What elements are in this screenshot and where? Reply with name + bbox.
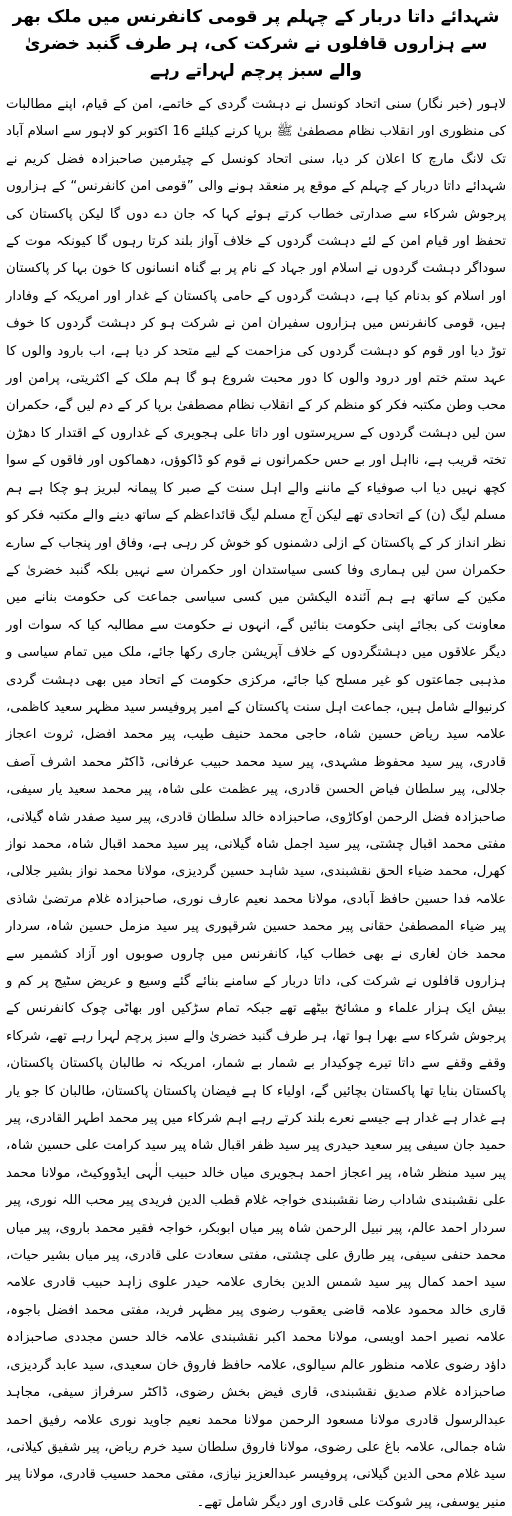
article-body: لاہور (خبر نگار) سنی اتحاد کونسل نے دہشت گردی کے خاتمے، امن کے قیام، اپنے مطالبات کی منظوری اور انقلاب نظام مصطفیٰ ﷺ برپا کرنے کیلئے 16 اکتوبر کو لاہور سے اسلام آباد تک لانگ مارچ کا اعلان کر دیا، سنی اتحاد کونسل کے چیئرمین صاحبزادہ فضل کریم نے شہدائے داتا دربار کے چہلم کے موقع پر منعقد ہونے والی ”قومی امن کانفرنس“ کے ہزاروں پرجوش شرکاء سے صدارتی خطاب کرتے ہوئے کہا کہ جان دے دوں گا لیکن پاکستان کی تحفظ اور قیام امن کے لئے دہشت گردوں کے خلاف آواز بلند کرتا رہوں گا کیونکہ موت کے سوداگر دہشت گردوں نے اسلام اور جہاد کے نام پر بے گناہ انسانوں کا خون بہا کر پاکستان اور اسلام کو بدنام کیا ہے، دہشت گردوں کے حامی پاکستان کے غدار اور امریکہ کے وفادار ہیں، قومی کانفرنس میں ہزاروں سفیران امن نے شرکت ہو کر دہشت گردوں کا خوف توڑ دیا اور قوم کو دہشت گردوں کی مزاحمت کے لیے متحد کر دیا ہے، اب بارود والوں کا عہد ستم ختم اور درود والوں کا دور محبت شروع ہو گا ہم ملک کے اکثریتی، پرامن اور محب وطن مکتبہ فکر کو منظم کر کے انقلاب نظام مصطفیٰ برپا کر کے دم لیں گے، حکمران سن لیں دہشت گردوں کے سرپرستوں اور داتا علی ہجویری کے غداروں کے اقتدار کا دھڑن تختہ قریب ہے، نااہل اور بے حس حکمرانوں نے قوم کو ڈاکوؤں، دھماکوں اور فاقوں کے سوا کچھ نہیں دیا اب صوفیاء کے ماننے والے اہل سنت کے صبر کا پیمانہ لبریز ہو چکا ہے ہم مسلم لیگ (ن) کے اتحادی تھے لیکن آج مسلم لیگ قائداعظم کے ساتھ دینے والے مکتبہ فکر کو نظر انداز کر کے پاکستان کے ازلی دشمنوں کو خوش کر رہی ہے، وفاق اور پنجاب کے سارے حکمران سن لیں ہماری وفا کسی سیاستدان اور حکمران سے نہیں بلکہ گنبد خضریٰ کے مکین کے ساتھ ہے ہم آئندہ الیکشن میں کسی سیاسی جماعت کی حکومت بنانے میں معاونت کی بجائے اپنی حکومت بنائیں گے، انہوں نے حکومت سے مطالبہ کیا کہ سوات اور دیگر علاقوں میں دہشتگردوں کے خلاف آپریشن جاری رکھا جائے، ملک میں تمام سیاسی و مذہبی جماعتوں کو غیر مسلح کیا جائے، مرکزی حکومت کے اتحاد میں بھی دہشت گردی کرنیوالے شامل ہیں، جماعت اہل سنت پاکستان کے امیر پروفیسر سید مظہر سعید کاظمی، علامہ سید ریاض حسین شاہ، حاجی محمد حنیف طیب، پیر محمد افضل، ثروت اعجاز قادری، پیر سید محفوظ مشہدی، پیر سید محمد حبیب عرفانی، ڈاکٹر محمد اشرف آصف جلالی، پیر سلطان فیاض الحسن قادری، پیر عظمت علی شاہ، پیر محمد سعید یار سیفی، صاحبزادہ فضل الرحمن اوکاڑوی، صاحبزادہ خالد سلطان قادری، پیر سید صفدر شاہ گیلانی، مفتی محمد اقبال چشتی، پیر سید اجمل شاہ گیلانی، پیر سید محمد اقبال شاہ، محمد نواز کھرل، محمد ضیاء الحق نقشبندی، سید شاہد حسین گردیزی، مولانا محمد نواز بشیر جلالی، علامہ فدا حسین حافظ آبادی، مولانا محمد نعیم عارف نوری، صاحبزادہ غلام مرتضیٰ شاذی پیر ضیاء المصطفیٰ حقانی پیر محمد حسین شرقپوری پیر سید مزمل حسین شاہ، سردار محمد خان لغاری نے بھی خطاب کیا، کانفرنس میں چاروں صوبوں اور آزاد کشمیر سے ہزاروں قافلوں نے شرکت کی، داتا دربار کے سامنے بنائے گئے وسیع و عریض سٹیج پر کم و بیش ایک ہزار علماء و مشائخ بیٹھے تھے جبکہ تمام سڑکیں اور بھاٹی چوک کانفرنس کے پرجوش شرکاء سے بھرا ہوا تھا، ہر طرف گنبد خضریٰ والے سبز پرچم لہرا رہے تھے، شرکاء وقفے وقفے سے داتا تیرے چوکیدار بے شمار بے شمار، امریکہ نہ طالبان پاکستان پاکستان، پاکستان بنایا تھا پاکستان بچائیں گے، اولیاء کا ہے فیضان پاکستان پاکستان، طالبان کا جو یار ہے غدار ہے غدار ہے جیسے نعرے بلند کرتے رہے اہم شرکاء میں پیر محمد اطہر القادری، پیر حمید جان سیفی پیر سعید حیدری پیر سید ظفر اقبال شاہ پیر سید کرامت علی حسین شاہ، پیر سید منظر شاہ، پیر اعجاز احمد ہجویری میاں خالد حبیب الٰہی ایڈووکیٹ، مولانا محمد علی نقشبندی شاداب رضا نقشبندی خواجہ غلام قطب الدین فریدی پیر محب اللہ نوری، پیر سردار احمد عالم، پیر نبیل الرحمن شاہ پیر میاں ابوبکر، خواجہ فقیر محمد باروی، پیر میاں محمد حنفی سیفی، پیر طارق علی چشتی، مفتی سعادت علی قادری، پیر میاں بشیر حیات، سید احمد کمال پیر سید شمس الدین بخاری علامہ حیدر علوی زاہد حبیب قادری علامہ قاری خالد محمود علامہ قاضی یعقوب رضوی پیر مظہر فرید، مفتی محمد افضل باجوہ، علامہ نصیر احمد اویسی، مولانا محمد اکبر نقشبندی علامہ خالد حسن مجددی صاحبزادہ داؤد رضوی علامہ منظور عالم سیالوی، علامہ حافظ فاروق خان سعیدی، سید عابد گردیزی، صاحبزادہ غلام صدیق نقشبندی، قاری فیض بخش رضوی، ڈاکٹر سرفراز سیفی، مجاہد عبدالرسول قادری مولانا مسعود الرحمن مولانا محمد نعیم جاوید نوری علامہ رفیق احمد شاہ جمالی، علامہ باغ علی رضوی، مولانا فاروق سلطان سید خرم ریاض، پیر شفیق کیلانی، سید غلام محی الدین گیلانی، پروفیسر عبدالعزیز نیازی، مفتی محمد حسیب قادری، مولانا پیر منیر یوسفی، پیر شوکت علی قادری اور دیگر شامل تھے۔ [6,97,506,1510]
article-headline: شہدائے داتا دربار کے چہلم پر قومی کانفرنس میں ملک بھر سے ہزاروں قافلوں نے شرکت کی، ہر طرف گنبد خضریٰ والے سبز پرچم لہراتے رہے [12,7,500,81]
